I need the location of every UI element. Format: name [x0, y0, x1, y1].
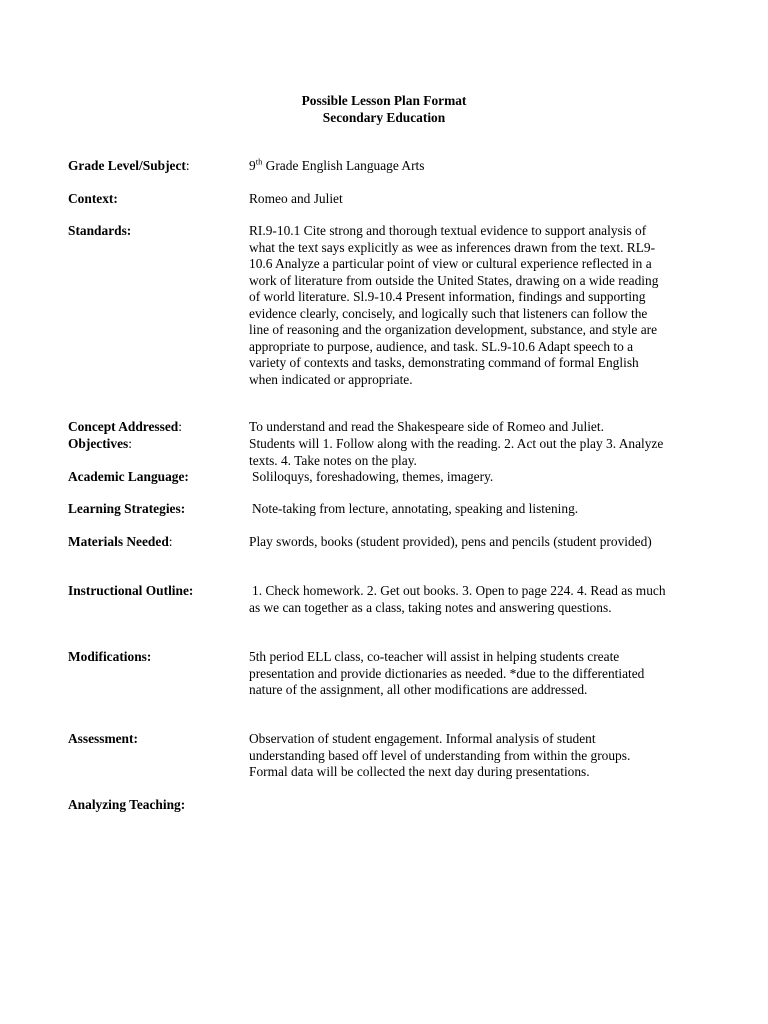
objectives-label: Objectives: [68, 436, 132, 451]
academic-language-value: Soliloquys, foreshadowing, themes, imagery. [252, 469, 494, 484]
modifications-value: 5th period ELL class, co-teacher will assist in helping students create presentation and provide dictionaries as needed. *due to the differentiated nature of the assignment, all other modifications are addressed. [249, 649, 645, 697]
modifications-label: Modifications: [68, 649, 152, 664]
standards-value: RI.9-10.1 Cite strong and thorough textual evidence to support analysis of what the text says explicitly as wee as inferences drawn from the text. RL9-10.6 Analyze a particular point of view or cultural experience reflected in a work of literature from outside the United States, drawing on a wide reading of world literature. Sl.9-10.4 Present information, findings and supporting evidence clearly, concisely, and logically such that listeners can follow the line of reasoning and the organization development, substance, and style are appropriate to purpose, audience, and task. SL.9-10.6 Adapt speech to a variety of contexts and tasks, demonstrating command of formal English when indicated or appropriate. [249, 223, 659, 387]
learning-strategies-value: Note-taking from lecture, annotating, speaking and listening. [252, 501, 579, 516]
document-title [0, 93, 768, 126]
assessment-label: Assessment: [68, 731, 138, 746]
context-label: Context: [68, 191, 118, 206]
materials-value: Play swords, books (student provided), pens and pencils (student provided) [249, 534, 652, 549]
standards-label: Standards: [68, 223, 132, 238]
title-line-1: Possible Lesson Plan Format [301, 93, 467, 108]
materials-label: Materials Needed: [68, 534, 173, 549]
assessment-value: Observation of student engagement. Informal analysis of student understanding based off level of understanding from within the groups. Formal data will be collected the next day during presentations. [249, 731, 631, 779]
title-line-2: Secondary Education [322, 109, 446, 125]
concept-label: Concept Addressed: [68, 419, 182, 434]
instructional-outline-value: 1. Check homework. 2. Get out books. 3. Open to page 224. 4. Read as much as we can together as a class, taking notes and answering questions. [249, 583, 666, 615]
learning-strategies-label: Learning Strategies: [68, 501, 186, 516]
analyzing-teaching-label: Analyzing Teaching: [68, 797, 186, 812]
concept-value: To understand and read the Shakespeare side of Romeo and Juliet. [249, 419, 604, 434]
grade-level-label: Grade Level/Subject: [68, 158, 190, 173]
grade-level-value: 9th Grade English Language Arts [249, 156, 425, 173]
context-value: Romeo and Juliet [249, 191, 343, 206]
instructional-outline-label: Instructional Outline: [68, 583, 194, 598]
objectives-value: Students will 1. Follow along with the reading. 2. Act out the play 3. Analyze texts. 4. Take notes on the play. [249, 436, 664, 468]
academic-language-label: Academic Language: [68, 469, 189, 484]
